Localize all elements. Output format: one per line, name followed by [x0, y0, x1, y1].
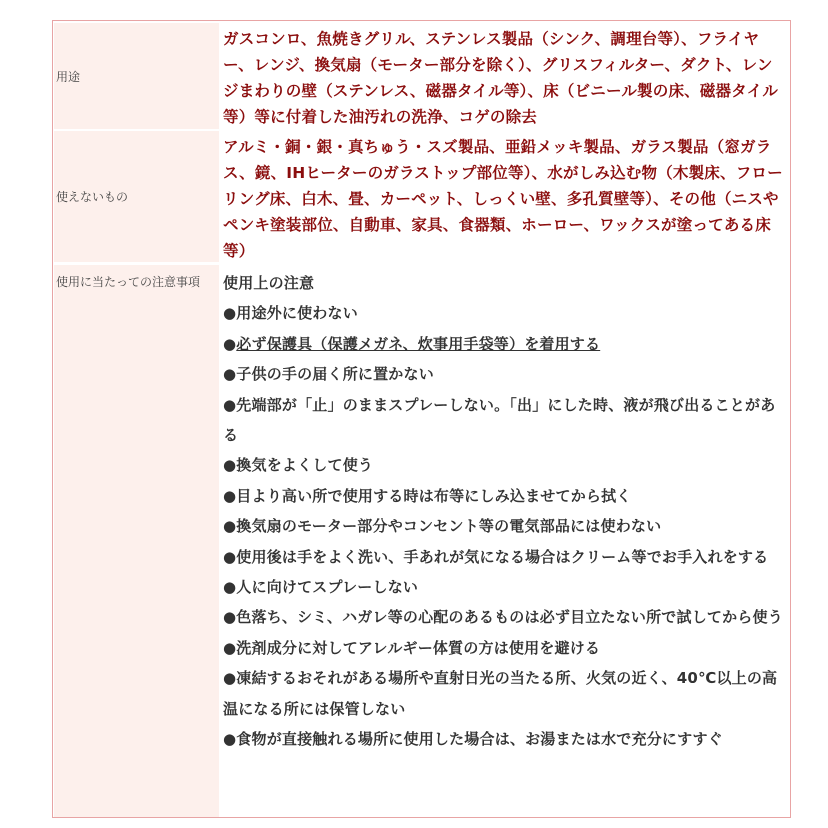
note-item: ●凍結するおそれがある場所や直射日光の当たる所、火気の近く、40℃以上の高温になる所には保管しない — [223, 669, 778, 718]
note-item: ●先端部が「止」のままスプレーしない。「出」にした時、液が飛び出ることがある — [223, 395, 776, 445]
bullet-icon: ● — [223, 304, 237, 323]
bullet-icon: ● — [223, 608, 237, 627]
note-item: ●用途外に使わない — [223, 304, 358, 323]
note-item: ●換気をよくして使う — [223, 456, 374, 475]
precautions-list — [219, 265, 790, 755]
bullet-icon: ● — [223, 365, 237, 384]
bullet-icon: ● — [223, 517, 237, 536]
usage-text: ガスコンロ、魚焼きグリル、ステンレス製品（シンク、調理台等）、フライヤー、レンジ、換気扇（モーター部分を除く）、グリスフィルター、ダクト、レンジまわりの壁（ステンレス、磁器タイル等）、床（ビニール製の床、磁器タイル等）等に付着した油汚れの洗浄、コゲの除去 — [223, 30, 779, 126]
bullet-icon: ● — [223, 395, 237, 414]
label-usage: 用途 — [54, 23, 219, 129]
bullet-icon: ● — [223, 547, 237, 566]
row-not-usable — [53, 131, 790, 262]
row-usage — [53, 23, 790, 129]
bullet-icon: ● — [223, 669, 237, 688]
label-not-usable: 使えないもの — [54, 131, 219, 262]
precautions-heading: 使用上の注意 — [223, 274, 315, 292]
note-item: ●人に向けてスプレーしない — [223, 578, 419, 597]
bullet-icon: ● — [223, 456, 237, 475]
not-usable-text: アルミ・銅・銀・真ちゅう・スズ製品、亜鉛メッキ製品、ガラス製品（窓ガラス、鏡、IHヒーターのガラストップ部位等）、水がしみ込む物（木製床、フローリング床、白木、畳、カーペット、しっくい壁、多孔質壁等）、その他（ニスやペンキ塗装部位、自動車、家具、食器類、ホーロー、ワックスが塗ってある床等） — [223, 138, 783, 260]
note-item: ●色落ち、シミ、ハガレ等の心配のあるものは必ず目立たない所で試してから使う — [223, 608, 783, 627]
bullet-icon: ● — [223, 334, 237, 353]
row-precautions — [53, 265, 790, 817]
note-item: ●必ず保護具（保護メガネ、炊事用手袋等）を着用する — [223, 334, 601, 353]
note-item: ●子供の手の届く所に置かない — [223, 365, 434, 384]
note-item: ●洗剤成分に対してアレルギー体質の方は使用を避ける — [223, 638, 601, 657]
value-not-usable — [219, 131, 790, 262]
note-item: ●目より高い所で使用する時は布等にしみ込ませてから拭く — [223, 486, 632, 505]
label-precautions: 使用に当たっての注意事項 — [54, 265, 219, 817]
note-item: ●食物が直接触れる場所に使用した場合は、お湯または水で充分にすすぐ — [223, 730, 723, 749]
note-item: ●換気扇のモーター部分やコンセント等の電気部品には使わない — [223, 517, 662, 536]
bullet-icon: ● — [223, 730, 237, 749]
value-precautions — [219, 265, 790, 817]
bullet-icon: ● — [223, 486, 237, 505]
note-item: ●使用後は手をよく洗い、手あれが気になる場合はクリーム等でお手入れをする — [223, 547, 769, 566]
bullet-icon: ● — [223, 638, 237, 657]
value-usage — [219, 23, 790, 129]
spec-table — [52, 20, 791, 818]
bullet-icon: ● — [223, 578, 237, 597]
